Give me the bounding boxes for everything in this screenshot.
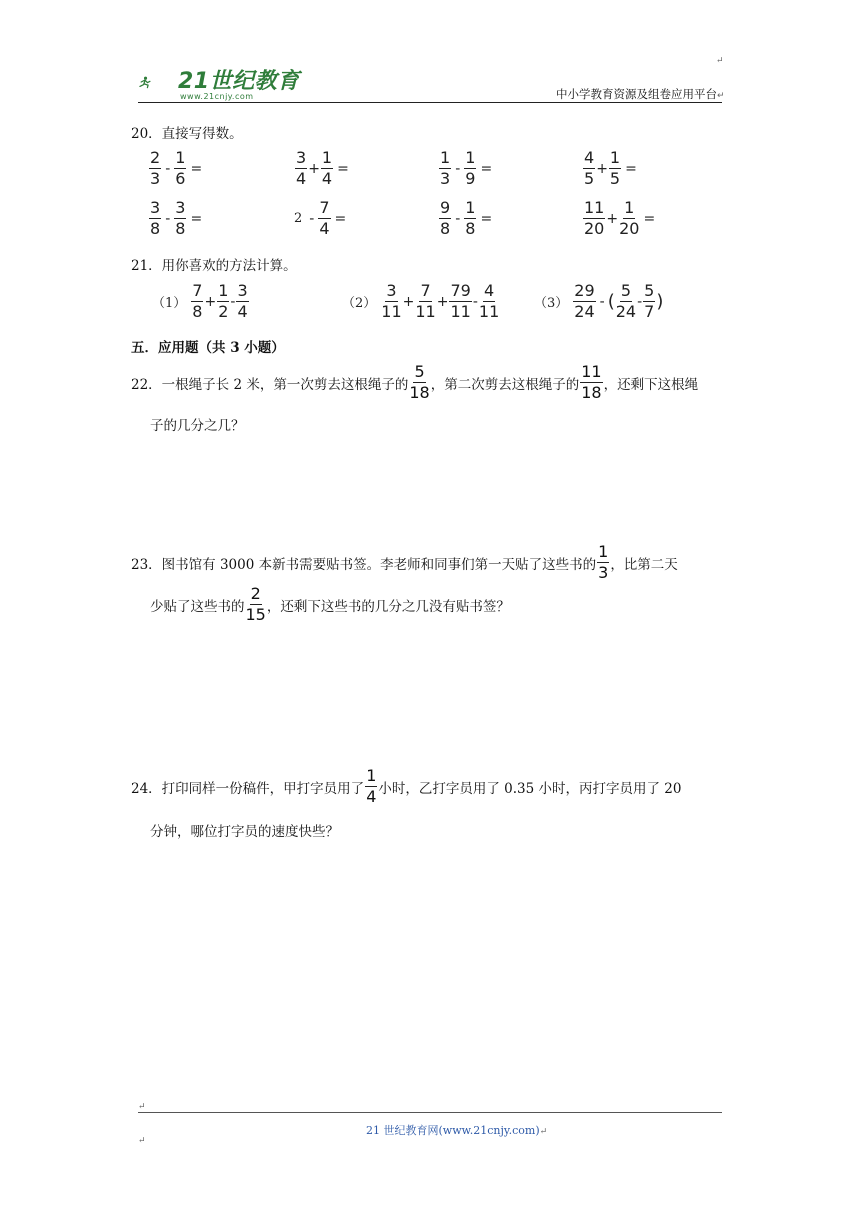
q24-line-2: 分钟，哪位打字员的速度快些？ (150, 824, 339, 840)
fraction: $\frac{2}{3}$ (150, 148, 161, 188)
fraction: $\frac{1}{8}$ (465, 198, 476, 238)
fraction: $\frac{4}{5}$ (584, 148, 595, 188)
q20-item-7: $\frac{9}{8}$ - $\frac{1}{8}$ = (440, 198, 493, 238)
footer-divider (138, 1112, 722, 1113)
q20-title: 20．直接写得数。 (131, 126, 243, 142)
fraction: $\frac{5}{7}$ (644, 281, 655, 321)
q20-item-1: $\frac{2}{3}$ - $\frac{1}{6}$ = (150, 148, 203, 188)
fraction: $\frac{7}{11}$ (415, 281, 436, 321)
fraction: $\frac{3}{4}$ (296, 148, 307, 188)
fraction: $\frac{1}{5}$ (609, 148, 621, 188)
fraction: $\frac{1}{4}$ (321, 148, 333, 188)
fraction: $\frac{4}{11}$ (478, 281, 500, 321)
q20-item-5: $\frac{3}{8}$ - $\frac{3}{8}$ = (150, 198, 203, 238)
q21-part-1: （1） $\frac{7}{8}$ + $\frac{1}{2}$ - $\frac{3}{4}$ (152, 281, 248, 321)
q21-part-2: （2） $\frac{3}{11}$ + $\frac{7}{11}$ + $\frac{79}{11}$ - $\frac{4}{11}$ (342, 281, 500, 321)
fraction: $\frac{1}{2}$ (218, 281, 229, 321)
fraction: $\frac{1}{20}$ (619, 198, 640, 238)
q24-line-1: 24．打印同样一份稿件，甲打字员用了 $\frac{1}{4}$ 小时，乙打字员用了 0.35 小时，丙打字员用了 20 (131, 766, 682, 806)
q20-item-3: $\frac{1}{3}$ - $\frac{1}{9}$ = (440, 148, 493, 188)
q22-line-1: 22．一根绳子长 2 米，第一次剪去这根绳子的 $\frac{5}{18}$ ，第二次剪去这根绳子的 $\frac{11}{18}$ ，还剩下这根绳 (131, 362, 699, 402)
fraction: $\frac{1}{3}$ (440, 148, 451, 188)
section-title: 五．应用题（共 3 小题） (131, 340, 285, 356)
q23-line-1: 23．图书馆有 3000 本新书需要贴书签。李老师和同事们第一天贴了这些书的 $\frac{1}{3}$ ，比第二天 (131, 542, 678, 582)
q21-title: 21．用你喜欢的方法计算。 (131, 258, 297, 274)
runner-logo-icon (138, 62, 182, 102)
logo-text: 21世纪教育 (178, 69, 300, 94)
q20-item-4: $\frac{4}{5}$ + $\frac{1}{5}$ = (584, 148, 637, 188)
fraction: $\frac{1}{9}$ (465, 148, 476, 188)
q22-line-2: 子的几分之几？ (150, 418, 245, 434)
header-divider (138, 102, 722, 103)
fraction: $\frac{7}{8}$ (192, 281, 203, 321)
q21-part-3: （3） $\frac{29}{24}$ - ( $\frac{5}{24}$ - $\frac{5}{7}$ ) (534, 281, 664, 321)
fraction: $\frac{1}{3}$ (598, 542, 609, 582)
fraction: $\frac{3}{4}$ (237, 281, 248, 321)
logo-url: www.21cnjy.com (180, 92, 254, 101)
fraction: $\frac{5}{24}$ (615, 281, 637, 321)
q20-item-6: 2 - $\frac{7}{4}$ = (294, 198, 347, 238)
q23-line-2: 少贴了这些书的 $\frac{2}{15}$ ，还剩下这些书的几分之几没有贴书签？ (150, 584, 510, 624)
paragraph-mark: ↵ (138, 1102, 146, 1112)
fraction: $\frac{79}{11}$ (450, 281, 471, 321)
fraction: $\frac{9}{8}$ (440, 198, 451, 238)
paragraph-mark: ↵ (716, 56, 724, 66)
fraction: $\frac{3}{8}$ (150, 198, 161, 238)
paragraph-mark: ↵ (138, 1136, 146, 1146)
fraction: $\frac{5}{18}$ (409, 362, 430, 402)
fraction: $\frac{7}{4}$ (319, 198, 330, 238)
fraction: $\frac{3}{11}$ (381, 281, 402, 321)
fraction: $\frac{29}{24}$ (574, 281, 595, 321)
fraction: $\frac{3}{8}$ (175, 198, 186, 238)
q20-item-8: $\frac{11}{20}$ + $\frac{1}{20}$ = (584, 198, 656, 238)
q20-item-2: $\frac{3}{4}$ + $\frac{1}{4}$ = (296, 148, 349, 188)
fraction: $\frac{2}{15}$ (245, 584, 266, 624)
header-platform-text: 中小学教育资源及组卷应用平台↵ (556, 87, 725, 101)
fraction: $\frac{1}{4}$ (366, 766, 377, 806)
fraction: $\frac{11}{18}$ (581, 362, 602, 402)
fraction: $\frac{11}{20}$ (584, 198, 605, 238)
footer-text: 21 世纪教育网(www.21cnjy.com)↵ (366, 1124, 548, 1137)
fraction: $\frac{1}{6}$ (175, 148, 186, 188)
